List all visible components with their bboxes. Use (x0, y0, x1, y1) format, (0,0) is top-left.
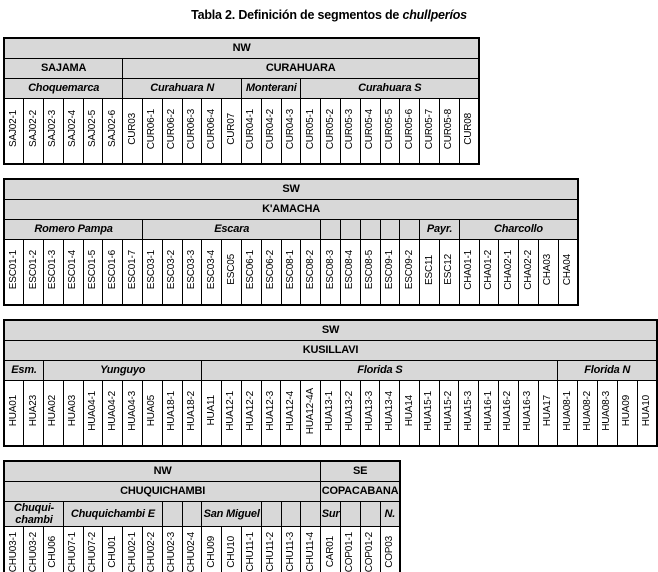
segment-code: SAJ02-6 (106, 110, 118, 148)
sector-cell: Sur (321, 502, 341, 527)
segment-code: CHA03 (542, 254, 554, 286)
code-cell (4, 99, 24, 165)
segment-code: HUA03 (67, 395, 79, 427)
segment-code: CHU07-1 (67, 531, 79, 572)
segment-code: ESC03-2 (166, 250, 178, 290)
code-cell (143, 99, 163, 165)
segment-code: CUR05-5 (384, 108, 396, 149)
segment-code: ESC01-5 (87, 250, 99, 290)
segment-code: CHA02-1 (502, 249, 514, 290)
code-cell (24, 381, 44, 447)
segment-code: ESC08-5 (364, 250, 376, 290)
segment-code: HUA14 (403, 395, 415, 427)
segment-code: CHU11-2 (265, 532, 277, 572)
code-cell (123, 381, 143, 447)
caption-text: Tabla 2. Definición de segmentos de (191, 8, 403, 22)
segment-code: ESC05 (225, 254, 237, 286)
region-cell: SW (4, 179, 578, 200)
segment-code: CHA01-1 (463, 249, 475, 290)
code-cell (4, 381, 24, 447)
region-cell: NW (4, 38, 479, 59)
code-cell (459, 240, 479, 306)
segment-code: CHU09 (205, 535, 217, 568)
code-cell (182, 381, 202, 447)
segment-code: HUA12-2 (245, 390, 257, 431)
code-cell (143, 240, 163, 306)
segment-code: HUA18-2 (185, 390, 197, 431)
code-cell (341, 527, 361, 572)
segment-code: CHA01-2 (483, 249, 495, 290)
segment-code: HUA18-1 (166, 390, 178, 431)
code-cell (341, 240, 361, 306)
code-cell (261, 527, 281, 572)
sector-cell: N. (380, 502, 400, 527)
segment-code: CHU06 (47, 535, 59, 568)
sector-cell (162, 502, 182, 527)
sector-cell (341, 220, 361, 240)
segment-code: CUR05-6 (403, 108, 415, 149)
code-cell (499, 240, 519, 306)
sector-cell (301, 502, 321, 527)
caption-emphasis: chullperíos (402, 8, 467, 22)
segment-code: HUA12-4 (284, 390, 296, 431)
code-cell (301, 527, 321, 572)
code-cell (222, 381, 242, 447)
segments-table-nw-chuquichambi-se-copacabana (3, 460, 401, 572)
segment-code: HUA13-3 (363, 390, 375, 431)
code-cell (103, 99, 123, 165)
segment-code: HUA05 (146, 395, 158, 427)
code-cell (182, 240, 202, 306)
segment-code: ESC01-3 (47, 250, 59, 290)
segment-code: ESC01-2 (27, 250, 39, 290)
code-cell (321, 381, 341, 447)
code-cell (617, 381, 637, 447)
sector-cell (281, 502, 301, 527)
segment-code: CHU10 (225, 535, 237, 568)
sector-cell (360, 502, 380, 527)
code-cell (202, 99, 222, 165)
sector-cell (360, 220, 380, 240)
code-cell (459, 99, 479, 165)
code-cell (301, 381, 321, 447)
segment-code: HUA12-3 (265, 390, 277, 431)
code-cell (242, 99, 262, 165)
region-cell: NW (4, 461, 321, 482)
code-cell (558, 240, 578, 306)
code-cell (539, 240, 559, 306)
segment-code: ESC03-1 (146, 250, 158, 290)
segment-code: CHA02-2 (522, 249, 534, 290)
code-cell (479, 240, 499, 306)
code-cell (261, 99, 281, 165)
segment-code: ESC09-1 (384, 250, 396, 290)
segment-code: HUA15-2 (443, 390, 455, 431)
region-cell: SW (4, 320, 657, 341)
segment-code: CHU11-1 (245, 532, 257, 572)
sector-cell: San Miguel (202, 502, 261, 527)
code-cell (281, 240, 301, 306)
segment-code: CUR05-7 (423, 108, 435, 149)
code-cell (83, 99, 103, 165)
code-cell (44, 99, 64, 165)
segment-code: HUA09 (621, 395, 633, 427)
segment-code: HUA01 (8, 395, 20, 427)
segment-code: ESC01-1 (8, 250, 20, 290)
segment-code: ESC01-4 (67, 250, 79, 290)
segment-code: HUA04-3 (126, 390, 138, 431)
segment-code: HUA04-2 (106, 390, 118, 431)
code-cell (202, 381, 222, 447)
segment-code: ESC06-2 (265, 250, 277, 290)
code-cell (103, 527, 123, 572)
code-cell (44, 527, 64, 572)
segment-code: HUA23 (27, 395, 39, 427)
code-cell (479, 381, 499, 447)
code-cell (321, 527, 341, 572)
sector-cell (321, 220, 341, 240)
code-cell (83, 527, 103, 572)
code-cell (143, 527, 163, 572)
segment-code: HUA04-1 (87, 390, 99, 431)
code-cell (360, 527, 380, 572)
segment-code: ESC12 (443, 254, 455, 286)
code-cell (123, 99, 143, 165)
code-cell (440, 240, 460, 306)
code-cell (360, 240, 380, 306)
code-cell (499, 381, 519, 447)
segment-code: SAJ02-4 (67, 110, 79, 148)
sector-cell: Yunguyo (44, 361, 202, 381)
segment-code: HUA15-1 (423, 390, 435, 431)
code-cell (242, 527, 262, 572)
segment-code: CUR04-1 (245, 108, 257, 149)
segment-code: ESC03-4 (205, 250, 217, 290)
segment-code: CUR04-2 (265, 108, 277, 149)
code-cell (340, 381, 360, 447)
segment-code: HUA12-1 (225, 390, 237, 431)
zone-cell: SAJAMA (4, 59, 123, 79)
code-cell (63, 381, 83, 447)
code-cell (103, 240, 123, 306)
region-cell: SE (321, 461, 400, 482)
code-cell (44, 240, 64, 306)
code-cell (63, 99, 83, 165)
sector-cell (182, 502, 202, 527)
code-cell (123, 240, 143, 306)
code-cell (459, 381, 479, 447)
segment-code: HUA16-2 (502, 390, 514, 431)
code-cell (419, 381, 439, 447)
sector-cell: Chuquichambi E (63, 502, 162, 527)
segment-code: CHU02-3 (166, 531, 178, 572)
code-cell (597, 381, 617, 447)
sector-cell (400, 220, 420, 240)
segment-code: COP03 (383, 535, 395, 568)
segment-code: CAR01 (324, 536, 336, 568)
segment-code: COP01-1 (344, 531, 356, 572)
segment-code: CHU03-2 (27, 531, 39, 572)
code-cell (360, 381, 380, 447)
segment-code: HUA02 (47, 395, 59, 427)
code-cell (637, 381, 657, 447)
segment-code: HUA12-4A (304, 387, 316, 434)
segment-code: ESC01-7 (126, 250, 138, 290)
code-cell (281, 527, 301, 572)
code-cell (281, 381, 301, 447)
segment-code: CHU03-1 (8, 531, 20, 572)
segment-code: ESC08-1 (285, 250, 297, 290)
code-cell (321, 99, 341, 165)
code-cell (63, 527, 83, 572)
segment-code: HUA08-1 (561, 390, 573, 431)
segments-table-sw-kamacha (3, 178, 579, 306)
segment-code: CHU02-2 (146, 531, 158, 572)
segment-code: CHU02-1 (126, 531, 138, 572)
code-cell (321, 240, 341, 306)
sector-cell: Florida N (558, 361, 657, 381)
code-cell (440, 99, 460, 165)
code-cell (44, 381, 64, 447)
code-cell (301, 99, 321, 165)
code-cell (400, 99, 420, 165)
segment-code: CUR06-3 (186, 108, 198, 149)
segment-code: HUA16-1 (482, 390, 494, 431)
code-cell (24, 240, 44, 306)
code-cell (103, 381, 123, 447)
sector-cell: Curahuara N (123, 79, 242, 99)
code-cell (222, 99, 242, 165)
segment-code: ESC08-3 (324, 250, 336, 290)
segment-code: SAJ02-5 (87, 110, 99, 148)
sector-cell (261, 502, 281, 527)
segment-code: HUA17 (541, 395, 553, 427)
code-cell (518, 381, 538, 447)
segment-code: HUA13-2 (344, 390, 356, 431)
code-cell (380, 99, 400, 165)
segment-code: CUR05-3 (344, 108, 356, 149)
table-caption (0, 0, 658, 22)
code-cell (281, 99, 301, 165)
segment-code: HUA15-3 (462, 390, 474, 431)
segment-code: CUR06-4 (205, 108, 217, 149)
segments-table-nw-sajama-curahuara (3, 37, 480, 165)
segment-code: ESC11 (423, 254, 435, 285)
code-cell (24, 99, 44, 165)
code-cell (380, 240, 400, 306)
segment-code: SAJ02-1 (8, 110, 20, 148)
segment-code: SAJ02-2 (27, 110, 39, 148)
segment-code: CHU11-3 (285, 532, 297, 572)
code-cell (162, 99, 182, 165)
code-cell (241, 381, 261, 447)
segment-code: CUR05-4 (364, 108, 376, 149)
segment-code: HUA10 (640, 395, 652, 427)
code-cell (341, 99, 361, 165)
code-cell (420, 99, 440, 165)
code-cell (142, 381, 162, 447)
code-cell (380, 381, 400, 447)
sector-cell: Esm. (4, 361, 44, 381)
code-cell (4, 240, 24, 306)
code-cell (242, 240, 262, 306)
sector-cell: Payr. (420, 220, 460, 240)
sector-cell: Romero Pampa (4, 220, 143, 240)
code-cell (420, 240, 440, 306)
tables-container (0, 37, 658, 572)
code-cell (222, 240, 242, 306)
zone-cell: CHUQUICHAMBI (4, 482, 321, 502)
sector-cell: Monterani (242, 79, 301, 99)
sector-cell (380, 220, 400, 240)
code-cell (400, 381, 420, 447)
segment-code: HUA13-1 (324, 390, 336, 431)
code-cell (400, 240, 420, 306)
segment-code: HUA16-3 (522, 390, 534, 431)
segment-code: CUR05-2 (324, 108, 336, 149)
segment-code: CUR04-3 (285, 108, 297, 149)
sector-cell: Florida S (202, 361, 558, 381)
segments-table-sw-kusillavi (3, 319, 658, 447)
segment-code: ESC03-3 (186, 250, 198, 290)
code-cell (301, 240, 321, 306)
segment-code: CUR07 (225, 112, 237, 145)
sector-cell: Curahuara S (301, 79, 479, 99)
segment-code: COP01-2 (364, 531, 376, 572)
code-cell (439, 381, 459, 447)
segment-code: CUR06-2 (166, 108, 178, 149)
zone-cell: KUSILLAVI (4, 341, 657, 361)
sector-cell: Choquemarca (4, 79, 123, 99)
segment-code: CHA04 (561, 254, 573, 286)
code-cell (83, 381, 103, 447)
code-cell (519, 240, 539, 306)
segment-code: CHU07-2 (87, 531, 99, 572)
zone-cell: K'AMACHA (4, 200, 578, 220)
segment-code: CUR05-8 (443, 108, 455, 149)
segment-code: ESC08-4 (344, 250, 356, 290)
sector-cell (341, 502, 361, 527)
code-cell (222, 527, 242, 572)
code-cell (202, 240, 222, 306)
zone-cell: COPACABANA (321, 482, 400, 502)
code-cell (578, 381, 598, 447)
segment-code: HUA13-4 (383, 390, 395, 431)
code-cell (162, 240, 182, 306)
segment-code: HUA08-3 (601, 390, 613, 431)
code-cell (83, 240, 103, 306)
code-cell (261, 240, 281, 306)
zone-cell: CURAHUARA (123, 59, 479, 79)
sector-cell: Escara (143, 220, 321, 240)
code-cell (4, 527, 24, 572)
segment-code: ESC08-2 (304, 250, 316, 290)
code-cell (162, 381, 182, 447)
code-cell (202, 527, 222, 572)
code-cell (538, 381, 558, 447)
code-cell (261, 381, 281, 447)
code-cell (123, 527, 143, 572)
code-cell (63, 240, 83, 306)
code-cell (360, 99, 380, 165)
segment-code: HUA08-2 (581, 390, 593, 431)
code-cell (558, 381, 578, 447)
code-cell (380, 527, 400, 572)
segment-code: CHU01 (106, 535, 118, 568)
sector-cell: Chuqui-chambi (4, 502, 63, 527)
code-cell (24, 527, 44, 572)
segment-code: CUR03 (126, 112, 138, 145)
segment-code: CUR06-1 (146, 108, 158, 149)
sector-cell: Charcollo (459, 220, 578, 240)
code-cell (182, 99, 202, 165)
segment-code: ESC01-6 (106, 250, 118, 290)
segment-code: SAJ02-3 (47, 110, 59, 148)
segment-code: ESC09-2 (403, 250, 415, 290)
code-cell (182, 527, 202, 572)
segment-code: CHU02-4 (186, 531, 198, 572)
segment-code: ESC06-1 (245, 250, 257, 290)
segment-code: HUA11 (205, 395, 217, 426)
segment-code: CHU11-4 (304, 532, 316, 572)
segment-code: CUR08 (462, 112, 474, 145)
segment-code: CUR05-1 (304, 108, 316, 149)
code-cell (162, 527, 182, 572)
